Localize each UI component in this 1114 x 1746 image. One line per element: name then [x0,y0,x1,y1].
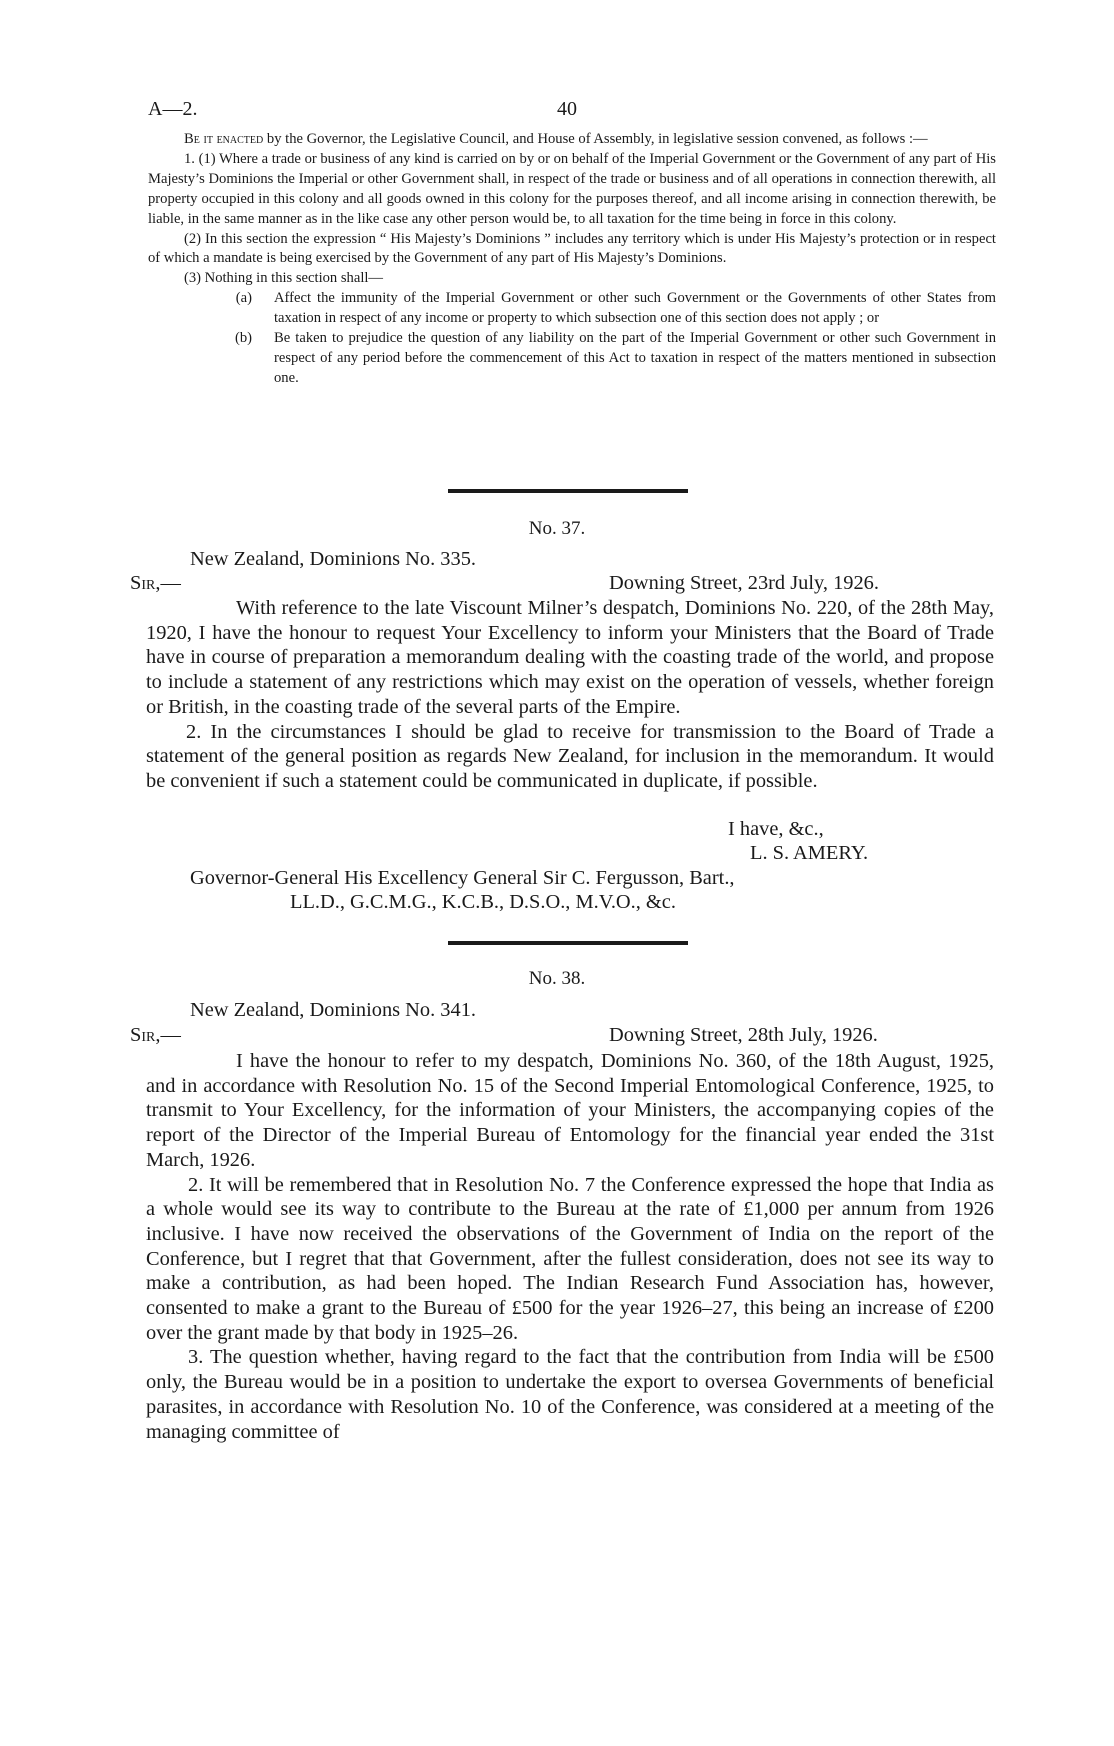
letter-37-number: No. 37. [528,518,586,539]
letter-38-reference: New Zealand, Dominions No. 341. [190,999,476,1021]
letter-37-body [146,596,994,794]
letter-38-salutation: Sir,— [130,1024,181,1046]
paragraph-b-text: Be taken to prejudice the question of any liability on the part of the Imperial Government or other such Government in respect of any period before the commencement of this Act to taxation in respect of the matters mentioned in subsection one. [274,330,996,386]
subsection-2: (2) In this section the expression “ His Majesty’s Dominions ” includes any territory which is under His Majesty’s protection or in respect of which a mandate is being exercised by the Government of any part of His Majesty’s Dominions. [148,230,996,267]
letter-38-address-date: Downing Street, 28th July, 1926. [609,1024,878,1046]
section-divider [448,941,688,945]
letter-38-paragraph-2: 2. It will be remembered that in Resolution No. 7 the Conference expressed the hope that India as a whole would see its way to contribute to the Bureau at the rate of £1,000 per annum from 1926 inclusive. I have now received the observations of the Government of India on the report of the Conference, but I regret that that Government, after the fullest consideration, does not see its way to make a contribution, as had been hoped. The Indian Research Fund Association has, however, consented to make a grant to the Bureau of £500 for the year 1926–27, this being an increase of £200 over the grant made by that body in 1925–26. [146,1173,994,1344]
enactment-intro-rest: by the Governor, the Legislative Council, and House of Assembly, in legislative session convened, as follows :— [266,131,928,147]
paragraph-b-label: (b) [234,330,252,347]
section-divider [448,489,688,493]
enactment-lead: Be it enacted [184,131,264,147]
letter-38-number: No. 38. [528,968,586,989]
subsection-1: 1. (1) Where a trade or business of any kind is carried on by or on behalf of the Imperial Government or the Government of any part of His Majesty’s Dominions the Imperial or other Government shall, in respect of the trade or business and of all operations in connection therewith, all property occupied in this colony and all goods owned in this colony for the purposes thereof, and all income arising in connection therewith, be liable, in the same manner as in the like case any other person would be, to all taxation for the time being in force in this colony. [148,150,996,227]
letter-38-body [146,1049,994,1444]
enactment-section [148,130,996,389]
letter-37-reference: New Zealand, Dominions No. 335. [190,548,476,570]
paragraph-a-label: (a) [235,290,252,307]
letter-38-paragraph-1: I have the honour to refer to my despatch, Dominions No. 360, of the 18th August, 1925, and in accordance with Resolution No. 15 of the Second Imperial Entomological Conference, 1925, to transmit to Your Excellency, for the information of your Ministers, the accompanying copies of the report of the Director of the Imperial Bureau of Entomology for the financial year ended the 31st March, 1926. [146,1050,994,1171]
letter-37-salutation: Sir,— [130,572,181,594]
paragraph-a-text: Affect the immunity of the Imperial Government or other such Government or the Governments of other States from taxation in respect of any income or property to which subsection one of this section does not apply ; or [274,290,996,327]
subsection-3: (3) Nothing in this section shall— [184,270,384,287]
letter-37-signature: L. S. AMERY. [750,842,869,864]
page-number: 40 [557,98,577,120]
paragraph-b [148,329,996,389]
letter-37-addressee-line-1: Governor-General His Excellency General Sir C. Fergusson, Bart., [190,867,735,889]
letter-37-addressee-line-2: LL.D., G.C.M.G., K.C.B., D.S.O., M.V.O., &c. [290,891,676,913]
letter-37-paragraph-1: With reference to the late Viscount Milner’s despatch, Dominions No. 220, of the 28th May, 1920, I have the honour to request Your Excellency to inform your Ministers that the Board of Trade have in course of preparation a memorandum dealing with the coasting trade of the world, and propose to include a statement of any restrictions which may exist on the operation of vessels, whether foreign or British, in the coasting trade of the several parts of the Empire. [146,597,994,718]
letter-37-closing: I have, &c., [728,818,824,840]
enactment-intro [148,130,996,150]
letter-37-address-date: Downing Street, 23rd July, 1926. [609,572,879,594]
letter-38-paragraph-3: 3. The question whether, having regard to the fact that the contribution from India will be £500 only, the Bureau would be in a position to undertake the export to oversea Governments of beneficial parasites, in accordance with Resolution No. 10 of the Conference, was considered at a meeting of the managing committee of [146,1346,994,1443]
letter-37-paragraph-2: 2. In the circumstances I should be glad to receive for transmission to the Board of Trade a statement of the general position as regards New Zealand, for inclusion in the memorandum. It would be convenient if such a statement could be communicated in duplicate, if possible. [146,720,994,792]
page-header-ref: A—2. [148,98,198,120]
paragraph-a [148,289,996,329]
